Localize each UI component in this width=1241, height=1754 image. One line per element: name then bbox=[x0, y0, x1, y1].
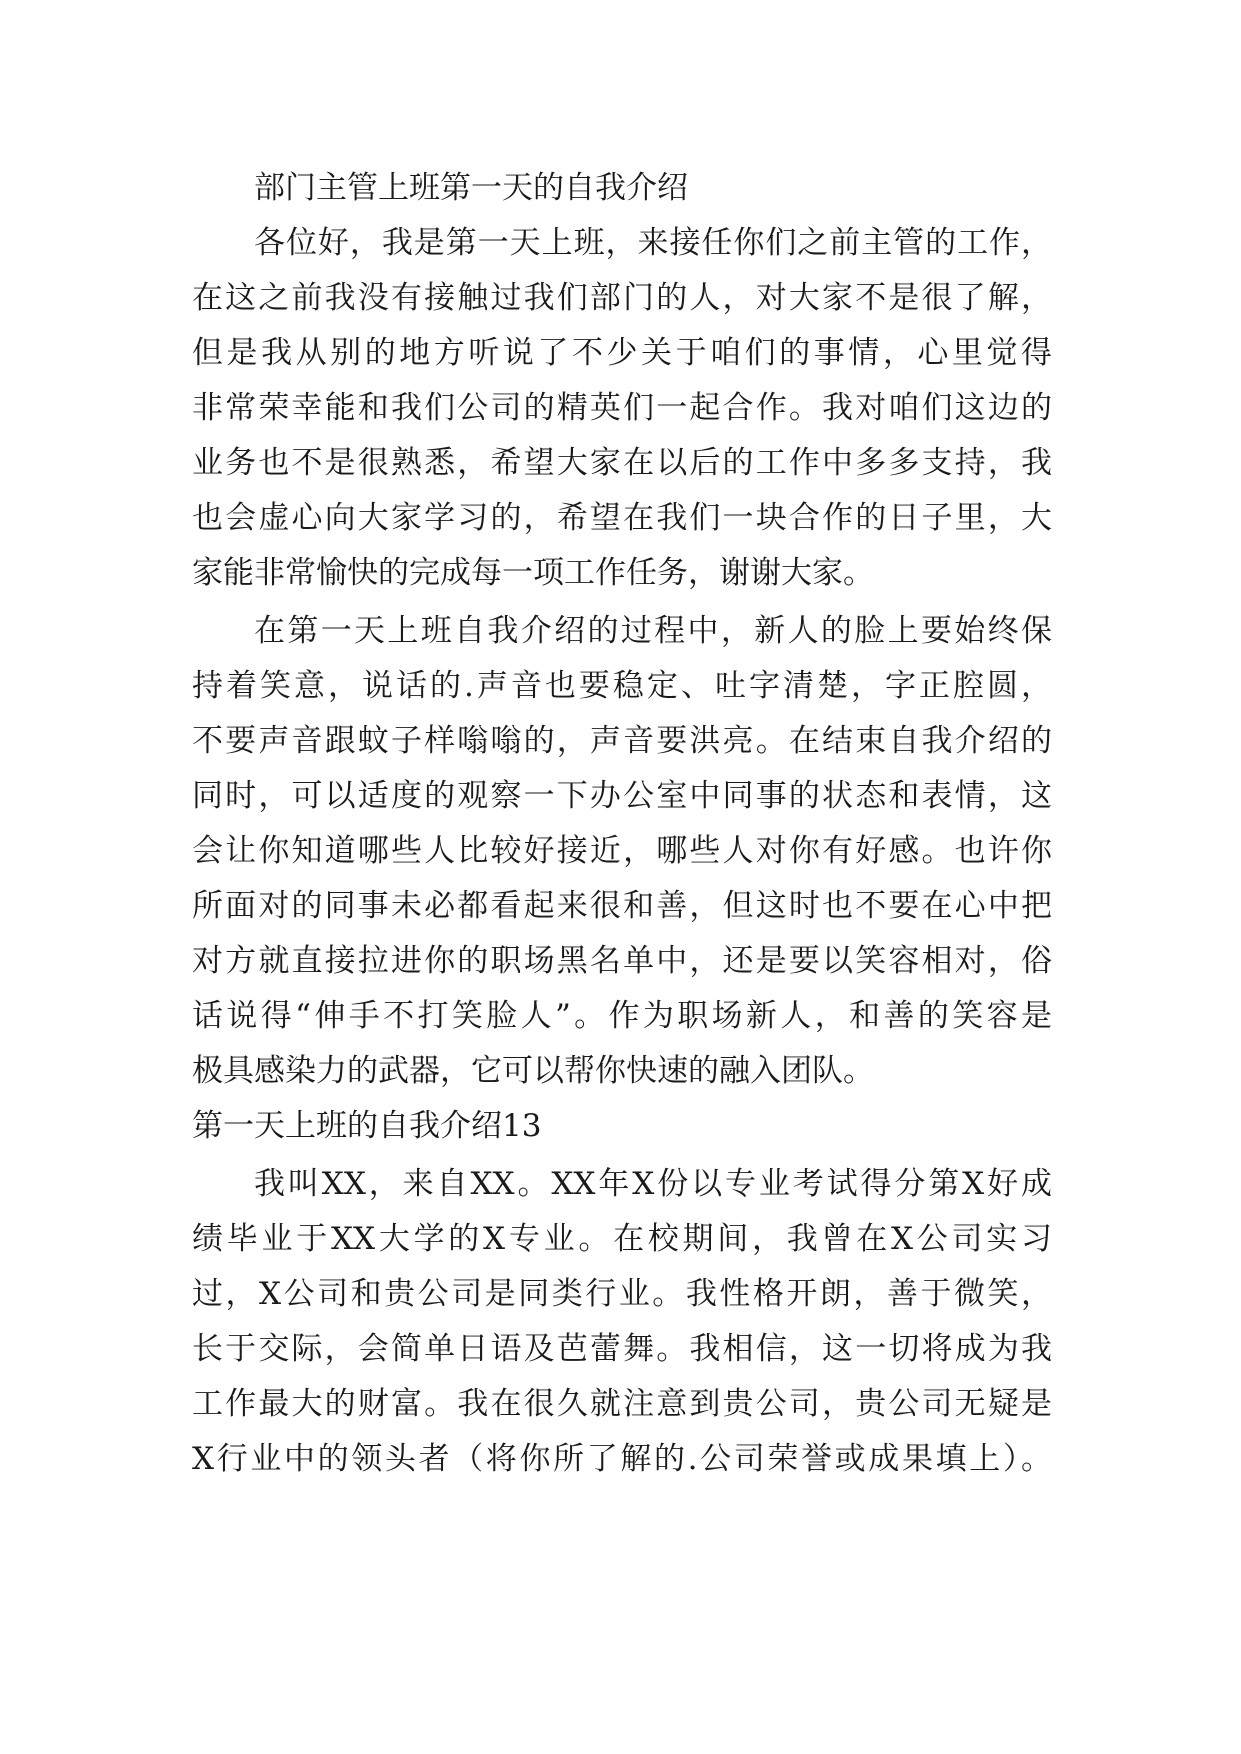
paragraph-line: 长于交际，会简单日语及芭蕾舞。我相信，这一切将成为我 bbox=[192, 1331, 1052, 1367]
paragraph-line: 各位好，我是第一天上班，来接任你们之前主管的工作， bbox=[254, 225, 1052, 261]
paragraph-line: 工作最大的财富。我在很久就注意到贵公司，贵公司无疑是 bbox=[192, 1386, 1052, 1422]
paragraph-line: 在这之前我没有接触过我们部门的人，对大家不是很了解， bbox=[192, 280, 1052, 316]
paragraph-line: 对方就直接拉进你的职场黑名单中，还是要以笑容相对，俗 bbox=[192, 943, 1052, 979]
paragraph-line: 所面对的同事未必都看起来很和善，但这时也不要在心中把 bbox=[192, 888, 1052, 924]
document-title: 部门主管上班第一天的自我介绍 bbox=[254, 170, 688, 206]
paragraph-line: 家能非常愉快的完成每一项工作任务，谢谢大家。 bbox=[192, 555, 874, 591]
paragraph-line: 在第一天上班自我介绍的过程中，新人的脸上要始终保 bbox=[254, 613, 1052, 649]
paragraph-line: 过，X公司和贵公司是同类行业。我性格开朗，善于微笑， bbox=[192, 1276, 1052, 1312]
section-heading: 第一天上班的自我介绍13 bbox=[192, 1108, 542, 1144]
paragraph-line: 话说得“伸手不打笑脸人”。作为职场新人，和善的笑容是 bbox=[192, 998, 1052, 1034]
paragraph-line: 极具感染力的武器，它可以帮你快速的融入团队。 bbox=[192, 1053, 874, 1089]
paragraph-line: 同时，可以适度的观察一下办公室中同事的状态和表情，这 bbox=[192, 778, 1052, 814]
paragraph-line: 但是我从别的地方听说了不少关于咱们的事情，心里觉得 bbox=[192, 335, 1052, 371]
paragraph-line: 业务也不是很熟悉，希望大家在以后的工作中多多支持，我 bbox=[192, 445, 1052, 481]
paragraph-line: X行业中的领头者（将你所了解的.公司荣誉或成果填上）。 bbox=[192, 1441, 1052, 1477]
paragraph-line: 会让你知道哪些人比较好接近，哪些人对你有好感。也许你 bbox=[192, 833, 1052, 869]
paragraph-line: 持着笑意，说话的.声音也要稳定、吐字清楚，字正腔圆， bbox=[192, 668, 1052, 704]
paragraph-line: 也会虚心向大家学习的，希望在我们一块合作的日子里，大 bbox=[192, 500, 1052, 536]
paragraph-line: 不要声音跟蚊子样嗡嗡的，声音要洪亮。在结束自我介绍的 bbox=[192, 723, 1052, 759]
paragraph-line: 非常荣幸能和我们公司的精英们一起合作。我对咱们这边的 bbox=[192, 390, 1052, 426]
paragraph-line: 绩毕业于XX大学的X专业。在校期间，我曾在X公司实习 bbox=[192, 1221, 1052, 1257]
paragraph-line: 我叫XX，来自XX。XX年X份以专业考试得分第X好成 bbox=[254, 1166, 1052, 1202]
